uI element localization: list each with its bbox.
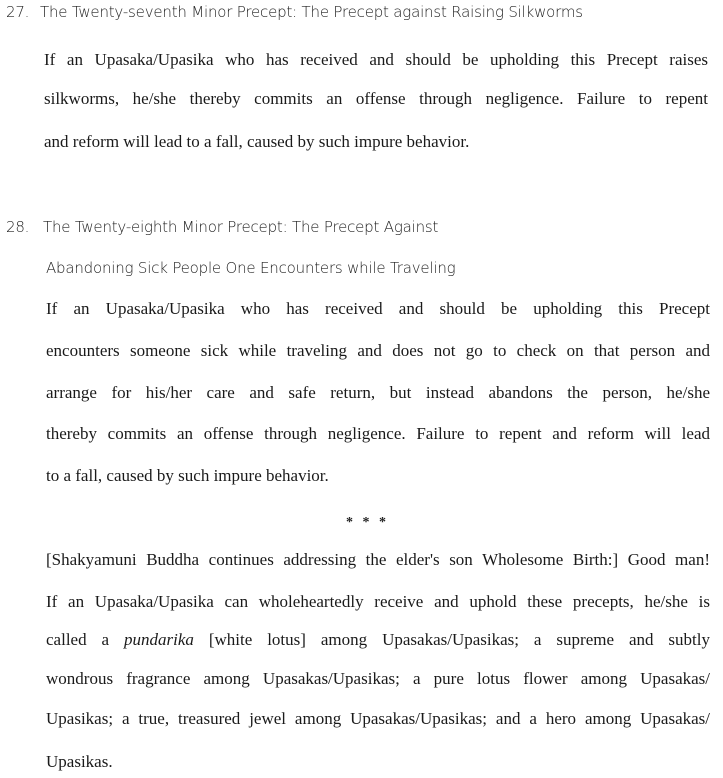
precept-28-heading bbox=[6, 218, 438, 236]
precept-28-line-3: arrange for his/her care and safe return, but instead abandons the person, he/she bbox=[46, 383, 710, 402]
precept-28-line-4: thereby commits an offense through negligence. Failure to repent and reform will lead bbox=[46, 424, 710, 443]
precept-27-line-1: If an Upasaka/Upasika who has received and should be upholding this Precept raises bbox=[44, 50, 708, 69]
precept-28-title-line-2: Abandoning Sick People One Encounters while Traveling bbox=[46, 259, 456, 277]
precept-27-line-2: silkworms, he/she thereby commits an offense through negligence. Failure to repent bbox=[44, 89, 708, 108]
closing-line-3 bbox=[46, 630, 710, 650]
closing-line-2: If an Upasaka/Upasika can wholeheartedly receive and uphold these precepts, he/she is bbox=[46, 592, 710, 611]
closing-line-5: Upasikas; a true, treasured jewel among Upasakas/Upasikas; and a hero among Upasakas/ bbox=[46, 709, 710, 728]
pundarika-term: pundarika bbox=[124, 630, 194, 649]
precept-28-title-line-1: The Twenty-eighth Minor Precept: The Precept Against bbox=[43, 218, 439, 236]
closing-line-3-end: [white lotus] among Upasakas/Upasikas; a supreme and subtly bbox=[193, 630, 710, 649]
precept-28-line-1: If an Upasaka/Upasika who has received and should be upholding this Precept bbox=[46, 299, 710, 318]
precept-28-line-5: to a fall, caused by such impure behavior. bbox=[46, 466, 329, 485]
closing-line-4: wondrous fragrance among Upasakas/Upasikas; a pure lotus flower among Upasakas/ bbox=[46, 669, 710, 688]
precept-28-line-2: encounters someone sick while traveling and does not go to check on that person and bbox=[46, 341, 710, 360]
section-separator: * * * bbox=[346, 515, 389, 530]
closing-line-1: [Shakyamuni Buddha continues addressing the elder's son Wholesome Birth:] Good man! bbox=[46, 550, 710, 569]
precept-27-heading bbox=[6, 3, 583, 21]
closing-line-3-start: called a bbox=[46, 630, 125, 649]
precept-28-number: 28. bbox=[6, 218, 30, 236]
precept-27-title: The Twenty-seventh Minor Precept: The Precept against Raising Silkworms bbox=[40, 3, 583, 21]
precept-27-number: 27. bbox=[6, 3, 30, 21]
precept-27-line-3: and reform will lead to a fall, caused by such impure behavior. bbox=[44, 132, 470, 151]
closing-line-6: Upasikas. bbox=[46, 752, 113, 771]
